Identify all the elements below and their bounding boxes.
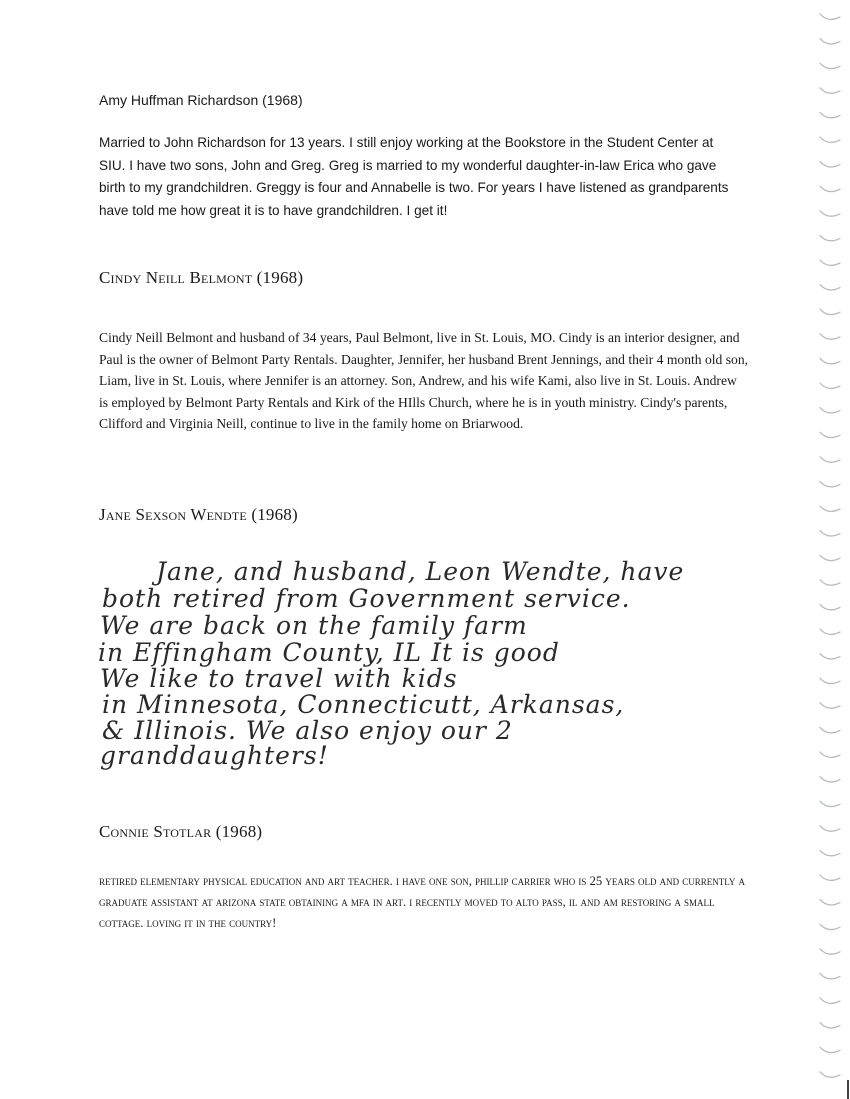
cindy-body: Cindy Neill Belmont and husband of 34 years, Paul Belmont, live in St. Louis, MO. Cindy is an interior designer, and Paul is the owner of Belmont Party Rentals. Daughter, Jennifer, her husband Brent Jennings, and their 4 month old son, Liam, live in St. Louis, where Jennifer is an attorney. Son, Andrew, and his wife Kami, also live in St. Louis. Andrew is employed by Belmont Party Rentals and Kirk of the HIlls Church, where he is in youth ministry. Cindy's parents, Clifford and Virginia Neill, continue to live in the family home on Briarwood.: [99, 330, 749, 432]
hand-line-4: in Effingham County, IL It is good: [98, 638, 560, 667]
binding-curve: [820, 506, 840, 511]
binding-curve: [820, 727, 840, 732]
binding-curve: [820, 654, 840, 659]
binding-curve: [820, 555, 840, 560]
hand-line-7: & Illinois. We also enjoy our 2: [102, 716, 513, 745]
binding-curve: [820, 752, 840, 757]
binding-curve: [820, 309, 840, 314]
binding-curve: [820, 334, 840, 339]
hand-line-5: We like to travel with kids: [100, 664, 458, 693]
connie-title: Connie Stotlar (1968): [99, 822, 263, 841]
binding-curve: [820, 580, 840, 585]
binding-curve: [820, 826, 840, 831]
binding-curve: [820, 801, 840, 806]
hand-line-8: granddaughters!: [100, 741, 329, 770]
binding-curve: [820, 235, 840, 240]
hand-line-1: Jane, and husband, Leon Wendte, have: [156, 557, 685, 586]
binding-curve: [820, 285, 840, 290]
binding-curve: [820, 900, 840, 905]
amy-title: Amy Huffman Richardson (1968): [99, 92, 303, 108]
binding-curve: [820, 924, 840, 929]
binding-curve: [820, 39, 840, 44]
binding-curve: [820, 408, 840, 413]
binding-curve: [820, 186, 840, 191]
page-edge-mark: [847, 1080, 849, 1099]
cindy-title: Cindy Neill Belmont (1968): [99, 268, 304, 287]
binding-curve: [820, 162, 840, 167]
jane-title: Jane Sexson Wendte (1968): [99, 505, 298, 524]
hand-line-6: in Minnesota, Connecticutt, Arkansas,: [102, 690, 625, 719]
binding-curve: [820, 112, 840, 117]
binding-curve: [820, 88, 840, 93]
binding-curve: [820, 875, 840, 880]
binding-curve: [820, 432, 840, 437]
binding-curve: [820, 14, 840, 19]
binding-curve: [820, 358, 840, 363]
jane-handwritten-note: [96, 550, 756, 770]
binding-curve: [820, 531, 840, 536]
binding-curve: [820, 63, 840, 68]
binding-curve: [820, 973, 840, 978]
binding-curve: [820, 211, 840, 216]
amy-body: Married to John Richardson for 13 years. I still enjoy working at the Bookstore in the Student Center at SIU. I have two sons, John and Greg. Greg is married to my wonderful daughter-in-law Erica who gave birth to my grandchildren. Greggy is four and Annabelle is two. For years I have listened as grandparents have told me how great it is to have grandchildren. I get it!: [99, 135, 729, 218]
connie-body: retired elementary physical education and art teacher. i have one son, phillip carrier who is 25 years old and currently a graduate assistant at arizona state obtaining a mfa in art. i recently moved to alto pass, il and am restoring a small cottage. loving it in the country!: [99, 874, 746, 930]
binding-curve: [820, 678, 840, 683]
spiral-binding-marks: [800, 0, 850, 1099]
binding-curve: [820, 260, 840, 265]
binding-curve: [820, 998, 840, 1003]
binding-curve: [820, 629, 840, 634]
binding-curve: [820, 1023, 840, 1028]
binding-curve: [820, 137, 840, 142]
binding-curve: [820, 850, 840, 855]
binding-curve: [820, 1047, 840, 1052]
binding-curve: [820, 949, 840, 954]
binding-curve: [820, 703, 840, 708]
binding-curve: [820, 457, 840, 462]
binding-curve: [820, 481, 840, 486]
binding-curve: [820, 604, 840, 609]
binding-curve: [820, 383, 840, 388]
hand-line-2: both retired from Government service.: [102, 584, 631, 613]
binding-curve: [820, 1072, 840, 1077]
hand-line-3: We are back on the family farm: [100, 611, 528, 640]
binding-curve: [820, 777, 840, 782]
